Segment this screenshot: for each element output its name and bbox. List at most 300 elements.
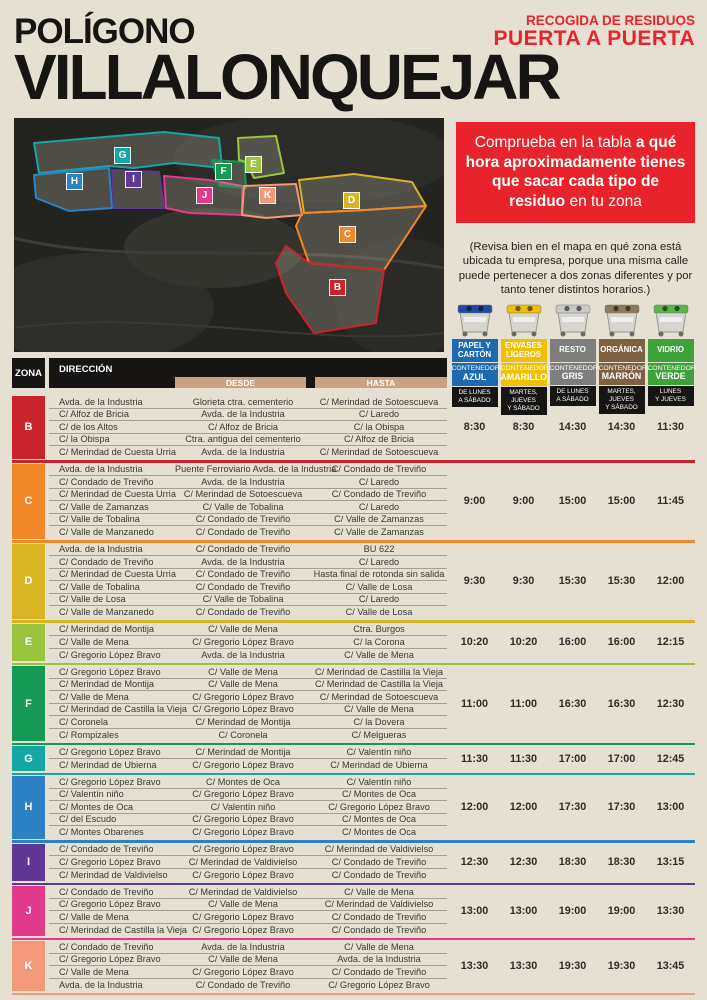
color-word: AZUL [462, 371, 487, 382]
blue-paper-container-icon [454, 296, 496, 338]
zone-times [450, 396, 695, 459]
contenedor-word: CONTENEDOR [647, 365, 696, 372]
desde-cell: C/ Valle de Mena [208, 679, 278, 690]
time-cell: 13:30 [509, 960, 538, 972]
zone-separator [12, 938, 695, 941]
time-cell: 12:30 [460, 856, 489, 869]
desde-cell: C/ Merindad de Sotoescueva [183, 489, 303, 500]
street-cell: C/ Valle de Mena [59, 966, 129, 977]
street-cell: C/ Valle de Tobalina [59, 581, 140, 592]
zone-letter-badge: G [12, 746, 45, 771]
street-cell: C/ del Escudo [59, 814, 117, 825]
hasta-cell: C/ Montes de Oca [341, 789, 417, 800]
table-row [49, 636, 447, 649]
zone-street-rows [49, 886, 447, 936]
time-cell: 19:00 [558, 905, 587, 917]
contenedor-word: CONTENEDOR [598, 365, 647, 372]
street-cell: C/ Gregorio López Bravo [59, 649, 161, 660]
table-row [49, 924, 447, 937]
time-cell: 15:00 [558, 495, 587, 507]
zone-times [450, 544, 695, 619]
time-cell: 10:20 [460, 636, 489, 649]
map-zone-badge-K: K [259, 187, 276, 204]
zone-separator [12, 743, 695, 746]
hasta-cell: C/ Laredo [358, 556, 400, 567]
desde-cell: C/ Valle de Tobalina [202, 594, 284, 605]
hasta-cell: C/ Montes de Oca [341, 814, 417, 825]
color-word: MARRÓN [601, 371, 642, 382]
desde-cell: C/ Merindad de Valdivielso [188, 886, 298, 897]
street-cell: C/ Merindad de Montija [59, 679, 154, 690]
street-cell: C/ Merindad de Valdivielso [59, 869, 168, 880]
zone-street-rows [49, 666, 447, 741]
time-cell: 18:30 [558, 856, 587, 869]
table-row [49, 826, 447, 839]
street-cell: C/ Gregorio López Bravo [59, 856, 161, 867]
table-row [49, 691, 447, 704]
street-cell: Avda. de la Industria [59, 544, 143, 555]
hasta-cell: C/ Condado de Treviño [331, 489, 427, 500]
time-cell: 11:30 [460, 752, 489, 765]
zone-street-rows [49, 544, 447, 619]
table-row [49, 801, 447, 814]
table-row [49, 421, 447, 434]
desde-cell: C/ Condado de Treviño [195, 544, 291, 555]
waste-type-label: PAPEL Y CARTÓN [452, 339, 498, 362]
hasta-cell: C/ Gregorio López Bravo [328, 801, 430, 812]
time-cell: 11:30 [656, 421, 685, 434]
table-row [49, 899, 447, 912]
service-label [493, 14, 695, 50]
street-cell: C/ Valle de Mena [59, 636, 129, 647]
street-cell: C/ Condado de Treviño [59, 844, 154, 855]
zone-separator [12, 620, 695, 623]
zone-letter-badge: H [12, 776, 45, 839]
street-cell: C/ Gregorio López Bravo [59, 954, 161, 965]
time-cell: 16:00 [607, 636, 636, 649]
time-cell: 9:30 [463, 575, 486, 587]
table-row [49, 954, 447, 967]
time-cell: 18:30 [607, 856, 636, 869]
street-cell: C/ Alfoz de Bricia [59, 409, 129, 420]
table-row [49, 941, 447, 954]
desde-cell: C/ Gregorio López Bravo [192, 789, 294, 800]
color-word: GRIS [561, 371, 584, 382]
table-row [49, 729, 447, 742]
time-cell: 14:30 [607, 421, 636, 434]
desde-cell: Ctra. antigua del cementerio [185, 434, 301, 445]
table-header [12, 358, 695, 388]
desde-cell: C/ Condado de Treviño [195, 569, 291, 580]
table-row [49, 746, 447, 759]
street-cell: C/ Gregorio López Bravo [59, 899, 161, 910]
map-zone-badge-E: E [245, 156, 262, 173]
hasta-cell: C/ la Obispa [353, 421, 405, 432]
zone-group-E [12, 624, 695, 662]
street-cell: C/ Merindad de Ubierna [59, 759, 157, 770]
table-row [49, 716, 447, 729]
hasta-cell: C/ Valentín niño [346, 776, 412, 787]
street-cell: C/ Valle de Mena [59, 691, 129, 702]
street-cell: C/ Rompizales [59, 729, 119, 740]
brown-organic-container-icon [601, 296, 643, 338]
desde-cell: Avda. de la Industria [201, 556, 285, 567]
zone-group-D [12, 544, 695, 619]
map-zone-badge-B: B [329, 279, 346, 296]
desde-cell: C/ Merindad de Valdivielso [188, 856, 298, 867]
street-cell: C/ Valle de Tobalina [59, 514, 140, 525]
poster-supertitle: POLÍGONO [14, 12, 195, 51]
time-cell: 13:00 [509, 905, 538, 917]
instruction-box [456, 122, 695, 223]
time-cell: 13:30 [656, 905, 685, 917]
zone-street-rows [49, 844, 447, 882]
time-cell: 17:00 [607, 752, 636, 765]
desde-cell: Avda. de la Industria [201, 447, 285, 458]
contenedor-word: CONTENEDOR [500, 365, 549, 373]
hasta-cell: C/ Valle de Mena [344, 649, 414, 660]
street-cell: Avda. de la Industria [59, 396, 143, 407]
desde-cell: C/ Gregorio López Bravo [192, 759, 294, 770]
zone-street-rows [49, 941, 447, 991]
collection-days-label: MARTES, JUEVES Y SÁBADO [501, 387, 547, 415]
table-body [12, 396, 695, 995]
time-cell: 13:00 [460, 905, 489, 917]
hasta-cell: C/ Merindad de Valdivielso [324, 899, 434, 910]
hasta-cell: C/ Merindad de Sotoescueva [319, 691, 439, 702]
hasta-cell: C/ Condado de Treviño [331, 911, 427, 922]
desde-cell: C/ Gregorio López Bravo [192, 814, 294, 825]
zone-street-rows [49, 746, 447, 771]
collection-days-label: LUNES Y JUEVES [648, 386, 694, 406]
hasta-cell: C/ Condado de Treviño [331, 966, 427, 977]
time-cell: 10:20 [509, 636, 538, 649]
table-row [49, 526, 447, 539]
desde-cell: Avda. de la Industria [201, 476, 285, 487]
time-cell: 16:00 [558, 636, 587, 649]
time-cell: 11:00 [509, 697, 538, 710]
hasta-cell: C/ Condado de Treviño [331, 856, 427, 867]
table-row [49, 501, 447, 514]
street-cell: C/ Merindad de Cuesta Urria [59, 569, 176, 580]
table-row [49, 594, 447, 607]
hasta-cell: C/ Laredo [358, 594, 400, 605]
time-cell: 11:30 [509, 752, 538, 765]
table-row [49, 556, 447, 569]
desde-cell: C/ Condado de Treviño [195, 527, 291, 538]
street-cell: C/ Gregorio López Bravo [59, 776, 161, 787]
desde-cell: C/ Valle de Mena [208, 666, 278, 677]
desde-cell: C/ Gregorio López Bravo [192, 924, 294, 935]
grey-rest-container-icon [552, 296, 594, 338]
time-cell: 11:00 [460, 697, 489, 710]
time-cell: 16:30 [558, 697, 587, 710]
time-cell: 19:30 [558, 960, 587, 972]
zone-times [450, 776, 695, 839]
street-cell: C/ Montes Obarenes [59, 827, 144, 838]
hasta-cell: C/ Laredo [358, 501, 400, 512]
service-label-line1: RECOGIDA DE RESIDUOS [525, 13, 695, 28]
table-row [49, 886, 447, 899]
street-cell: C/ Merindad de Montija [59, 624, 154, 635]
time-cell: 15:30 [607, 575, 636, 587]
service-label-line2: PUERTA A PUERTA [493, 27, 695, 51]
time-cell: 17:30 [607, 801, 636, 814]
desde-cell: C/ Merindad de Montija [195, 716, 291, 727]
table-row [49, 409, 447, 422]
hasta-column-header: HASTA [315, 377, 447, 388]
hasta-cell: C/ Valle de Mena [344, 886, 414, 897]
zone-group-G [12, 746, 695, 771]
street-cell: C/ Condado de Treviño [59, 476, 154, 487]
zone-group-I [12, 844, 695, 882]
time-cell: 15:00 [607, 495, 636, 507]
hasta-cell: C/ la Corona [353, 636, 405, 647]
hasta-cell: C/ Merindad de Castilla la Vieja [314, 666, 443, 677]
time-cell: 12:00 [509, 801, 538, 814]
table-row [49, 704, 447, 717]
zone-letter-badge: F [12, 666, 45, 741]
satellite-map-image [14, 118, 444, 352]
desde-cell: Puente Ferroviario Avda. de la Industria [175, 464, 337, 475]
table-row [49, 649, 447, 662]
street-cell: C/ Gregorio López Bravo [59, 666, 161, 677]
street-cell: Avda. de la Industria [59, 464, 143, 475]
street-cell: C/ Condado de Treviño [59, 941, 154, 952]
zone-times [450, 746, 695, 771]
time-cell: 11:45 [656, 495, 685, 507]
time-cell: 15:30 [558, 575, 587, 587]
time-cell: 8:30 [463, 421, 486, 434]
color-word: AMARILLO [500, 371, 547, 382]
street-cell: C/ de los Altos [59, 421, 118, 432]
hasta-cell: Avda. de la Industria [337, 954, 421, 965]
time-cell: 13:45 [656, 960, 685, 972]
collection-days-label: MARTES, JUEVES Y SÁBADO [599, 386, 645, 414]
zone-street-rows [49, 396, 447, 459]
hasta-cell: BU 622 [363, 544, 395, 555]
collection-days-label: DE LUNES A SÁBADO [550, 386, 596, 406]
hasta-cell: C/ Valle de Losa [345, 607, 413, 618]
zona-column-header: ZONA [12, 358, 45, 388]
hasta-cell: C/ Merindad de Valdivielso [324, 844, 434, 855]
schedule-table [12, 358, 695, 996]
hasta-cell: C/ la Dovera [353, 716, 405, 727]
street-cell: C/ Merindad de Cuesta Urria [59, 447, 176, 458]
zone-street-rows [49, 464, 447, 539]
street-cell: C/ Gregorio López Bravo [59, 746, 161, 757]
street-cell: C/ Valle de Zamanzas [59, 501, 149, 512]
zone-times [450, 886, 695, 936]
street-cell: C/ Condado de Treviño [59, 886, 154, 897]
collection-days-label: DE LUNES A SÁBADO [452, 387, 498, 407]
zone-times [450, 941, 695, 991]
map-zone-badge-H: H [66, 173, 83, 190]
desde-cell: C/ Gregorio López Bravo [192, 869, 294, 880]
contenedor-word: CONTENEDOR [451, 365, 500, 373]
zone-letter-badge: D [12, 544, 45, 619]
time-cell: 12:45 [656, 752, 685, 765]
table-row [49, 514, 447, 527]
instruction-part2: a qué hora aproximadamente tienes que sacar cada tipo de residuo [465, 134, 686, 210]
table-row [49, 581, 447, 594]
desde-cell: C/ Valle de Mena [208, 954, 278, 965]
desde-cell: C/ Merindad de Montija [195, 746, 291, 757]
time-cell: 12:30 [509, 856, 538, 869]
time-cell: 14:30 [558, 421, 587, 434]
green-glass-container-icon [650, 296, 692, 338]
table-row [49, 814, 447, 827]
map-zone-badge-F: F [215, 163, 232, 180]
zone-separator [12, 840, 695, 843]
direccion-column-header: DIRECCIÓN [49, 358, 447, 388]
hasta-cell: C/ Laredo [358, 476, 400, 487]
zone-times [450, 624, 695, 662]
zone-times [450, 666, 695, 741]
instruction-part3: en tu zona [565, 192, 642, 210]
hasta-cell: Ctra. Burgos [353, 624, 405, 635]
table-row [49, 979, 447, 992]
hasta-cell: C/ Condado de Treviño [331, 464, 427, 475]
time-cell: 17:00 [558, 752, 587, 765]
hasta-cell: C/ Valle de Zamanzas [334, 527, 424, 538]
table-row [49, 789, 447, 802]
street-cell: C/ Valle de Losa [59, 594, 126, 605]
hasta-cell: C/ Merindad de Ubierna [330, 759, 428, 770]
street-cell: C/ Valle de Manzanedo [59, 527, 154, 538]
time-cell: 12:00 [656, 575, 685, 587]
hasta-cell: C/ Merindad de Sotoescueva [319, 396, 439, 407]
hasta-cell: C/ Valentín niño [346, 746, 412, 757]
table-row [49, 856, 447, 869]
time-cell: 19:30 [607, 960, 636, 972]
table-row [49, 396, 447, 409]
map-zone-badge-D: D [343, 192, 360, 209]
table-row [49, 679, 447, 692]
street-cell: C/ Valentín niño [59, 789, 124, 800]
table-row [49, 624, 447, 637]
zone-letter-badge: K [12, 941, 45, 991]
zone-map [14, 118, 444, 352]
desde-cell: C/ Gregorio López Bravo [192, 704, 294, 715]
zone-separator [12, 773, 695, 776]
table-row [49, 434, 447, 447]
table-row [49, 776, 447, 789]
street-cell: C/ Montes de Oca [59, 801, 134, 812]
waste-type-label: RESTO [550, 339, 596, 362]
desde-cell: C/ Valle de Mena [208, 624, 278, 635]
hasta-cell: C/ Valle de Mena [344, 704, 414, 715]
zone-letter-badge: J [12, 886, 45, 936]
street-cell: C/ Coronela [59, 716, 109, 727]
desde-cell: Avda. de la Industria [201, 941, 285, 952]
map-zone-badge-G: G [114, 147, 131, 164]
zone-group-H [12, 776, 695, 839]
table-row [49, 666, 447, 679]
zone-street-rows [49, 776, 447, 839]
table-row [49, 844, 447, 857]
hasta-cell: C/ Valle de Mena [344, 941, 414, 952]
zone-group-K [12, 941, 695, 991]
yellow-packaging-container-icon [503, 296, 545, 338]
color-word: VERDE [655, 371, 686, 382]
desde-cell: C/ Condado de Treviño [195, 607, 291, 618]
map-zone-badge-J: J [196, 187, 213, 204]
map-note: (Revisa bien en el mapa en qué zona está ubicada tu empresa, porque una misma calle puede pertenecer a dos zonas diferentes y por tanto tener distintos horarios.) [458, 241, 693, 297]
hasta-cell: Hasta final de rotonda sin salida [313, 569, 445, 580]
table-row [49, 606, 447, 619]
street-cell: C/ Condado de Treviño [59, 556, 154, 567]
table-row [49, 476, 447, 489]
table-row [49, 869, 447, 882]
zone-letter-badge: E [12, 624, 45, 662]
zone-separator [12, 460, 695, 463]
time-cell: 19:00 [607, 905, 636, 917]
desde-cell: C/ Gregorio López Bravo [192, 827, 294, 838]
hasta-cell: C/ Montes de Oca [341, 827, 417, 838]
street-cell: C/ Merindad de Castilla la Vieja [59, 704, 188, 715]
time-cell: 9:30 [512, 575, 535, 587]
desde-cell: C/ Condado de Treviño [195, 979, 291, 990]
desde-cell: C/ Valentín niño [210, 801, 276, 812]
table-row [49, 489, 447, 502]
map-zone-badge-I: I [125, 171, 142, 188]
street-cell: C/ la Obispa [59, 434, 110, 445]
table-row [49, 569, 447, 582]
time-cell: 17:30 [558, 801, 587, 814]
desde-cell: Avda. de la Industria [201, 649, 285, 660]
street-cell: C/ Valle de Manzanedo [59, 607, 154, 618]
desde-cell: C/ Montes de Oca [205, 776, 281, 787]
zone-street-rows [49, 624, 447, 662]
zone-letter-badge: I [12, 844, 45, 882]
table-row [49, 464, 447, 477]
desde-cell: C/ Coronela [218, 729, 268, 740]
hasta-cell: C/ Melgueras [351, 729, 407, 740]
hasta-cell: C/ Gregorio López Bravo [328, 979, 430, 990]
zone-group-J [12, 886, 695, 936]
table-row [49, 759, 447, 772]
hasta-cell: C/ Valle de Zamanzas [334, 514, 424, 525]
desde-cell: C/ Gregorio López Bravo [192, 844, 294, 855]
time-cell: 13:15 [656, 856, 685, 869]
zone-letter-badge: B [12, 396, 45, 459]
zone-separator [12, 540, 695, 543]
contenedor-word: CONTENEDOR [549, 365, 598, 372]
hasta-cell: C/ Merindad de Castilla la Vieja [314, 679, 443, 690]
desde-cell: C/ Gregorio López Bravo [192, 636, 294, 647]
instruction-part1: Comprueba en la tabla [474, 134, 636, 151]
time-cell: 12:30 [656, 697, 685, 710]
poster-title: VILLALONQUEJAR [14, 41, 559, 114]
desde-cell: C/ Valle de Mena [208, 899, 278, 910]
header [14, 12, 695, 114]
time-cell: 12:00 [460, 801, 489, 814]
desde-cell: Glorieta ctra. cementerio [192, 396, 294, 407]
hasta-cell: C/ Condado de Treviño [331, 869, 427, 880]
zone-group-F [12, 666, 695, 741]
map-zone-badge-C: C [339, 226, 356, 243]
desde-cell: C/ Gregorio López Bravo [192, 691, 294, 702]
zone-separator [12, 993, 695, 996]
zone-group-C [12, 464, 695, 539]
waste-type-label: VIDRIO [648, 339, 694, 362]
time-cell: 12:15 [656, 636, 685, 649]
table-row [49, 966, 447, 979]
zone-separator [12, 883, 695, 886]
zone-separator [12, 663, 695, 666]
waste-type-label: ENVASES LIGEROS [501, 339, 547, 362]
